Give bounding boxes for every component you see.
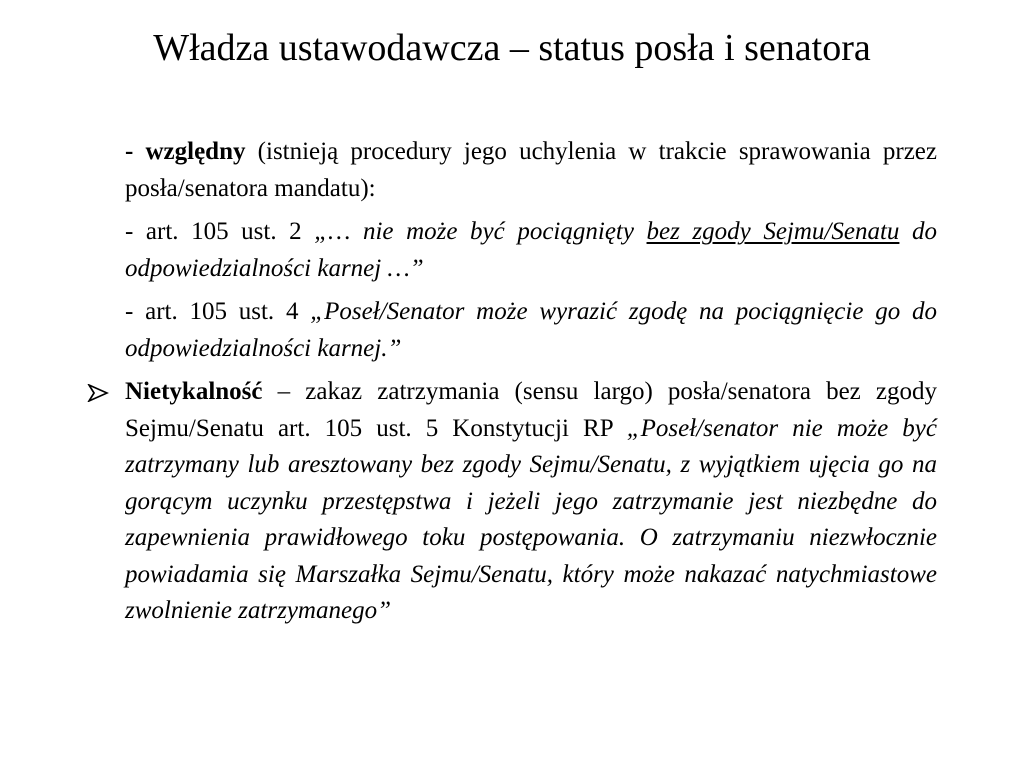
art-105-2-reference: - art. 105 ust. 2 (125, 218, 315, 245)
bullet-inviolability (125, 374, 937, 630)
paragraph-art-105-4 (125, 294, 937, 367)
art-105-4-reference: - art. 105 ust. 4 (125, 298, 311, 325)
paragraph-art-105-2 (125, 214, 937, 287)
art-105-4-quote: „Poseł/Senator może wyrazić zgodę na pociągnięcie go do odpowiedzialności karnej.” (125, 298, 937, 362)
paragraph-relative-immunity (125, 134, 937, 207)
inviolability-paragraph (125, 374, 937, 630)
slide-title: Władza ustawodawcza – status posła i senatora (153, 27, 871, 69)
inviolability-text: – zakaz zatrzymania (sensu largo) posła/senatora bez zgody Sejmu/Senatu art. 105 ust. 5 Konstytucji RP (125, 378, 937, 442)
art-105-2-quote-start: „… nie może być pociągnięty (314, 218, 647, 245)
inviolability-term: Nietykalność (125, 378, 263, 405)
slide-body (125, 134, 937, 637)
arrow-bullet-icon (87, 374, 115, 402)
relative-immunity-term: - względny (125, 138, 246, 165)
art-105-2-quote-underlined: bez zgody Sejmu/Senatu (646, 218, 900, 245)
art-105-2-quote-end: do odpowiedzialności karnej …” (125, 218, 937, 282)
inviolability-quote: „Poseł/senator nie może być zatrzymany lub aresztowany bez zgody Sejmu/Senatu, z wyjątkiem ujęcia go na gorącym uczynku przestępstwa i jeżeli jego zatrzymanie jest niezbędne do zapewnienia prawidłowego toku postępowania. O zatrzymaniu niezwłocznie powiadamia się Marszałka Sejmu/Senatu, który może nakazać natychmiastowe zwolnienie zatrzymanego” (125, 414, 937, 624)
relative-immunity-text: (istnieją procedury jego uchylenia w trakcie sprawowania przez posła/senatora mandatu): (125, 138, 937, 202)
